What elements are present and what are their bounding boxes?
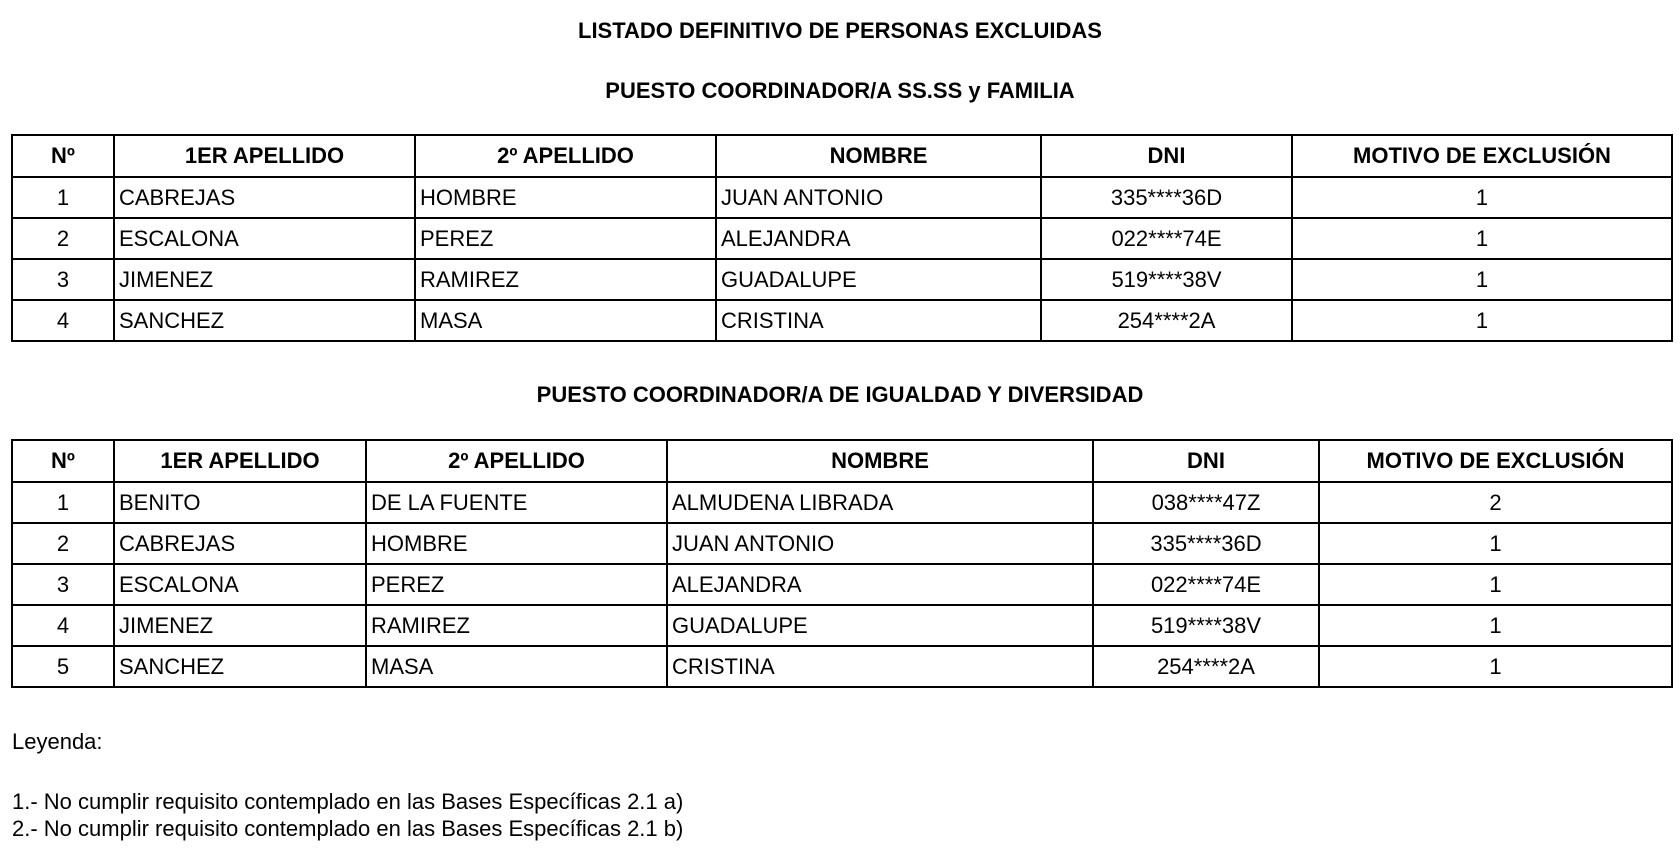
cell-number: 1	[12, 177, 114, 218]
cell-name: ALEJANDRA	[667, 564, 1093, 605]
cell-exclusion-reason: 2	[1319, 482, 1672, 523]
table-row	[12, 218, 1672, 259]
cell-first-surname: ESCALONA	[114, 564, 366, 605]
cell-name: ALEJANDRA	[716, 218, 1041, 259]
cell-exclusion-reason: 1	[1292, 300, 1672, 341]
cell-name: CRISTINA	[716, 300, 1041, 341]
cell-second-surname: DE LA FUENTE	[366, 482, 667, 523]
cell-number: 4	[12, 605, 114, 646]
column-header-number: Nº	[12, 135, 114, 177]
table-header-row	[12, 440, 1672, 482]
table-row	[12, 482, 1672, 523]
cell-name: JUAN ANTONIO	[716, 177, 1041, 218]
cell-number: 2	[12, 523, 114, 564]
cell-dni: 254****2A	[1041, 300, 1292, 341]
column-header-second-surname: 2º APELLIDO	[366, 440, 667, 482]
cell-number: 1	[12, 482, 114, 523]
cell-dni: 519****38V	[1041, 259, 1292, 300]
cell-dni: 022****74E	[1041, 218, 1292, 259]
cell-name: GUADALUPE	[667, 605, 1093, 646]
column-header-exclusion-reason: MOTIVO DE EXCLUSIÓN	[1319, 440, 1672, 482]
cell-first-surname: CABREJAS	[114, 523, 366, 564]
table-row	[12, 646, 1672, 687]
cell-first-surname: CABREJAS	[114, 177, 415, 218]
cell-first-surname: SANCHEZ	[114, 300, 415, 341]
cell-name: ALMUDENA LIBRADA	[667, 482, 1093, 523]
cell-first-surname: BENITO	[114, 482, 366, 523]
legend-item: 1.- No cumplir requisito contemplado en las Bases Específicas 2.1 a)	[12, 789, 684, 814]
cell-number: 3	[12, 259, 114, 300]
column-header-number: Nº	[12, 440, 114, 482]
cell-dni: 335****36D	[1041, 177, 1292, 218]
cell-dni: 038****47Z	[1093, 482, 1319, 523]
cell-number: 5	[12, 646, 114, 687]
cell-exclusion-reason: 1	[1319, 605, 1672, 646]
cell-second-surname: RAMIREZ	[366, 605, 667, 646]
cell-second-surname: MASA	[366, 646, 667, 687]
column-header-first-surname: 1ER APELLIDO	[114, 440, 366, 482]
cell-exclusion-reason: 1	[1319, 523, 1672, 564]
table-row	[12, 523, 1672, 564]
column-header-dni: DNI	[1041, 135, 1292, 177]
column-header-name: NOMBRE	[667, 440, 1093, 482]
column-header-second-surname: 2º APELLIDO	[415, 135, 716, 177]
cell-exclusion-reason: 1	[1292, 177, 1672, 218]
table-row	[12, 177, 1672, 218]
cell-second-surname: HOMBRE	[366, 523, 667, 564]
cell-second-surname: PEREZ	[366, 564, 667, 605]
legend-title: Leyenda:	[12, 729, 103, 754]
cell-name: CRISTINA	[667, 646, 1093, 687]
cell-name: GUADALUPE	[716, 259, 1041, 300]
cell-number: 4	[12, 300, 114, 341]
column-header-dni: DNI	[1093, 440, 1319, 482]
cell-dni: 254****2A	[1093, 646, 1319, 687]
table-row	[12, 605, 1672, 646]
cell-name: JUAN ANTONIO	[667, 523, 1093, 564]
column-header-exclusion-reason: MOTIVO DE EXCLUSIÓN	[1292, 135, 1672, 177]
table-header-row	[12, 135, 1672, 177]
table-row	[12, 259, 1672, 300]
document-title: LISTADO DEFINITIVO DE PERSONAS EXCLUIDAS	[578, 18, 1102, 43]
cell-exclusion-reason: 1	[1292, 259, 1672, 300]
column-header-first-surname: 1ER APELLIDO	[114, 135, 415, 177]
section-title-igualdad-diversidad: PUESTO COORDINADOR/A DE IGUALDAD Y DIVERSIDAD	[536, 382, 1144, 407]
cell-first-surname: JIMENEZ	[114, 605, 366, 646]
cell-first-surname: ESCALONA	[114, 218, 415, 259]
table-row	[12, 300, 1672, 341]
cell-exclusion-reason: 1	[1319, 564, 1672, 605]
cell-dni: 519****38V	[1093, 605, 1319, 646]
cell-dni: 335****36D	[1093, 523, 1319, 564]
legend-item: 2.- No cumplir requisito contemplado en las Bases Específicas 2.1 b)	[12, 816, 684, 841]
excluded-table-ssss-familia	[11, 134, 1673, 342]
cell-number: 3	[12, 564, 114, 605]
section-title-ssss-familia: PUESTO COORDINADOR/A SS.SS y FAMILIA	[605, 78, 1075, 103]
cell-second-surname: MASA	[415, 300, 716, 341]
cell-dni: 022****74E	[1093, 564, 1319, 605]
cell-exclusion-reason: 1	[1292, 218, 1672, 259]
table-row	[12, 564, 1672, 605]
cell-first-surname: JIMENEZ	[114, 259, 415, 300]
cell-first-surname: SANCHEZ	[114, 646, 366, 687]
cell-exclusion-reason: 1	[1319, 646, 1672, 687]
cell-second-surname: RAMIREZ	[415, 259, 716, 300]
column-header-name: NOMBRE	[716, 135, 1041, 177]
cell-second-surname: PEREZ	[415, 218, 716, 259]
cell-second-surname: HOMBRE	[415, 177, 716, 218]
excluded-table-igualdad-diversidad	[11, 439, 1673, 688]
cell-number: 2	[12, 218, 114, 259]
